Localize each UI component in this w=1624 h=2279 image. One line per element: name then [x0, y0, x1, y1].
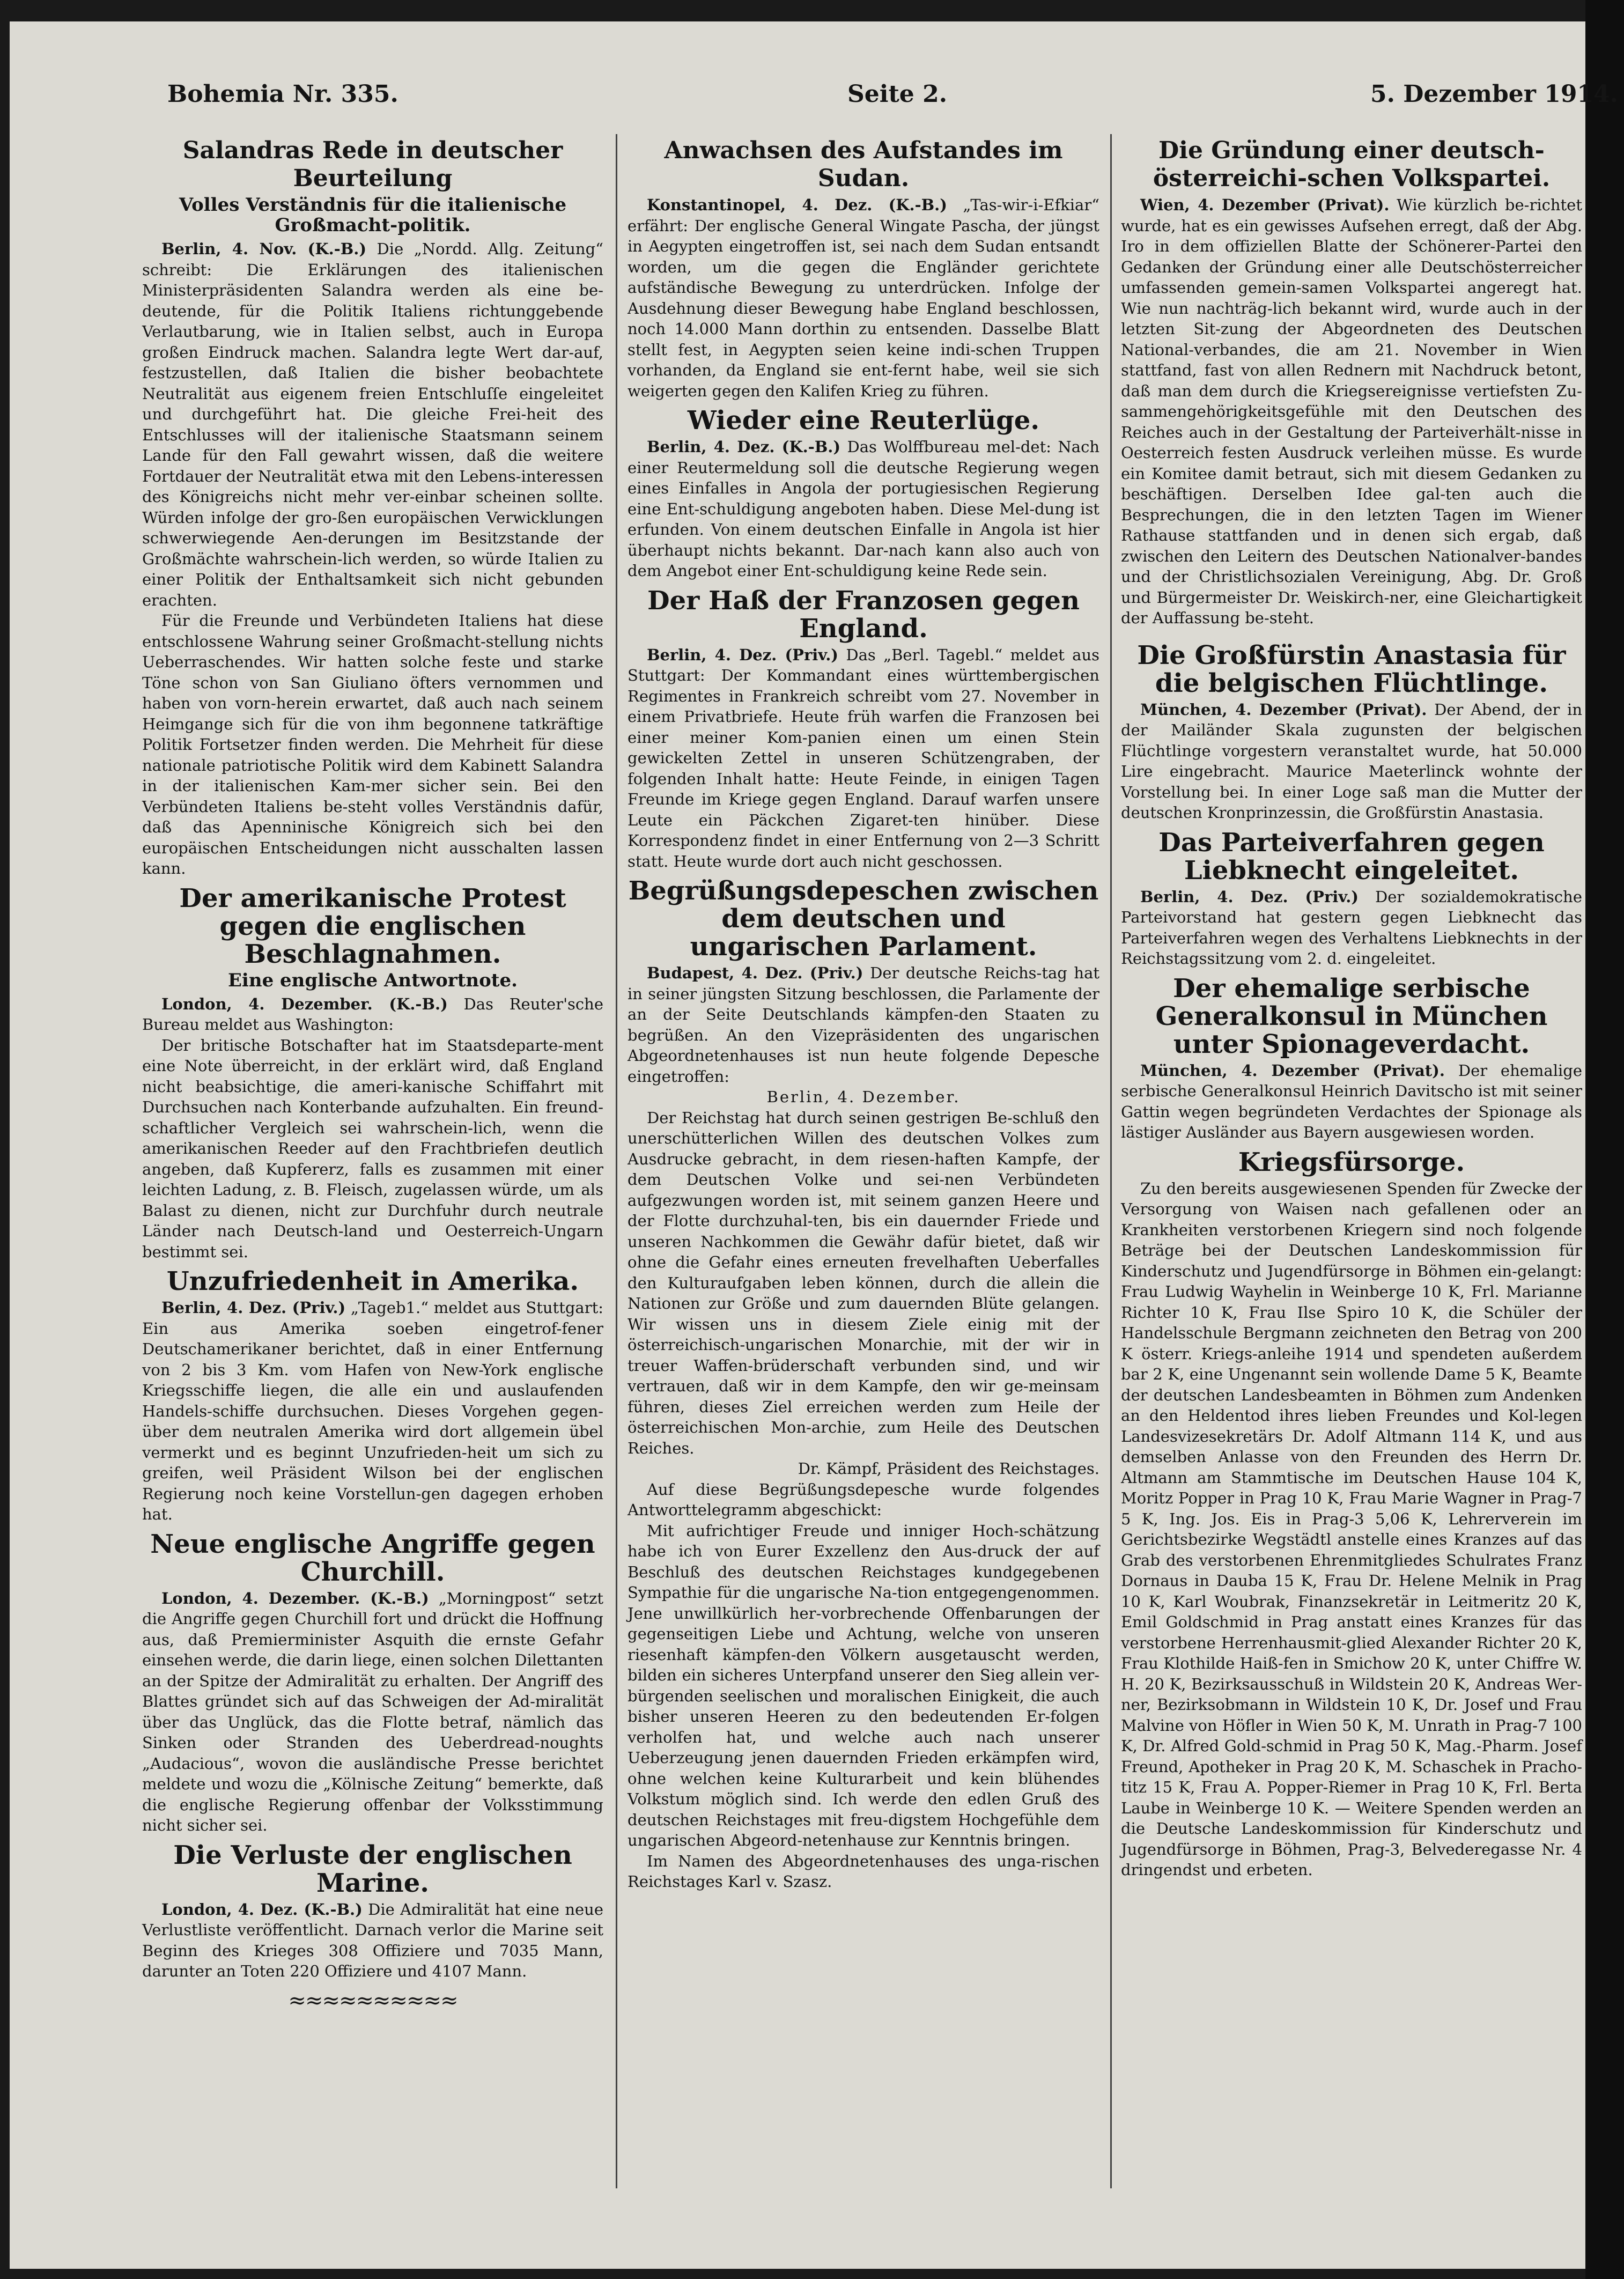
dateline: London, 4. Dezember. (K.-B.) — [161, 994, 448, 1013]
article-title: Begrüßungsdepeschen zwischen dem deutschen und ungarischen Parlament. — [628, 876, 1099, 962]
dateline: Wien, 4. Dezember (Privat). — [1140, 196, 1390, 214]
masthead-paper: Bohemia Nr. 335. — [167, 80, 398, 108]
dateline: Konstantinopel, 4. Dez. (K.-B.) — [647, 196, 947, 214]
telegram-signature: Dr. Kämpf, Präsident des Reichstages. — [798, 1459, 1099, 1478]
telegram-body: Mit aufrichtiger Freude und inniger Hoch-schätzung habe ich von Eurer Exzellenz den Aus-druck der auf Beschluß des deutschen Reichstages kundgegebenen Sympathie für die ungarische Na-tion entgegengenommen. Jene unwillkürlich her-vorbrechende Offenbarungen der gegenseitigen Liebe und Achtung, welche von unseren riesenhaft kämpfen-den Völkern ausgetauscht werden, bilden ein sicheres Unterpfand unserer den Sieg allein ver-bürgenden seelischen und moralischen Einigkeit, die auch bisher unseren Heeren zu den bedeutenden Er-folgen verholfen hat, und welche auch nach unserer Ueberzeugung jenen dauernden Frieden erkämpfen wird, ohne welchen keine Kulturarbeit und kein blühendes Volkstum möglich sind. Ich werde den edlen Gruß des deutschen Reichstages mit freu-digstem Hochgefühle dem ungarischen Abgeord-netenhause zur Kenntnis bringen. — [628, 1521, 1099, 1849]
dateline: München, 4. Dezember (Privat). — [1140, 700, 1427, 719]
article-body: Zu den bereits ausgewiesenen Spenden für Zwecke der Versorgung von Waisen nach gefallenen oder an Krankheiten verstorbenen Kriegern sind noch folgende Beträge bei der Deutschen Landeskommission für Kinderschutz und Jugendfürsorge in Böhmen ein-gelangt: Frau Ludwig Wayhelin in Weinberge 10 K, Frl. Marianne Richter 10 K, Frau Ilse Spiro 10 K, die Schüler der Handelsschule Bergmann zeichneten den Betrag von 200 K österr. Kriegs-anleihe 1914 und spendeten außerdem bar 2 K, eine Ungenannt sein wollende Dame 5 K, Beamte der deutschen Landesbeamten in Böhmen zum Andenken an den Heldentod ihres lieben Freundes und Kol-legen Landesvizesekretärs Dr. Adolf Altmann 114 K, und aus demselben Anlasse von den Freunden des Herrn Dr. Altmann am Stammtische im Deutschen Hause 104 K, Moritz Popper in Prag 10 K, Frau Marie Wagner in Prag-7 5 K, Ing. Jos. Eis in Prag-3 5,06 K, Lehrerverein im Gerichtsbezirke Wegstädtl anstelle eines Kranzes auf das Grab des verstorbenen Ehrenmitgliedes Schulrates Franz Dornaus in Dauba 15 K, Frau Dr. Helene Melnik in Prag 10 K, Karl Woubrak, Finanzsekretär in Leitmeritz 20 K, Emil Goldschmid in Prag anstatt eines Kranzes für das verstorbene Herrenhausmit-glied Alexander Richter 20 K, Frau Klothilde Haiß-fen in Smichow 20 K, unter Chiffre W. H. 20 K, Bezirksausschuß in Wildstein 20 K, Andreas Wer-ner, Bezirksobmann in Wildstein 10 K, Dr. Josef und Frau Malvine von Höfler in Wien 50 K, M. Unrath in Prag-7 100 K, Dr. Alfred Gold-schmid in Prag 50 K, Mag.-Pharm. Josef Freund, Apotheker in Prag 20 K, M. Schaschek in Pracho-titz 15 K, Frau A. Popper-Riemer in Prag 10 K, Frl. Berta Laube in Weinberge 10 K. — Weitere Spenden werden an die Deutsche Landeskommission für Kinderschutz und Jugendfürsorge in Böhmen, Prag-3, Belvederegasse Nr. 4 dringendst und erbeten. — [1121, 1179, 1582, 1879]
dateline: Budapest, 4. Dez. (Priv.) — [647, 964, 863, 982]
dateline: Berlin, 4. Nov. (K.-B.) — [161, 240, 367, 258]
dateline: Berlin, 4. Dez. (K.-B.) — [647, 438, 841, 456]
article-title: Die Verluste der englischen Marine. — [173, 1840, 572, 1898]
masthead — [0, 80, 1624, 118]
article-body: München, 4. Dezember (Privat). Der Abend, der in der Mailänder Skala zugunsten der belgischen Flüchtlinge vorgestern veranstaltet wurde, hat 50.000 Lire eingebracht. Maurice Maeterlinck wohnte der Vorstellung bei. In einer Loge saß man die Mutter der deutschen Kronprinzessin, die Großfürstin Anastasia. — [1121, 700, 1583, 822]
article-title: Die Gründung einer deutsch-österreichi-schen Volkspartei. — [1153, 137, 1551, 192]
article-body: Auf diese Begrüßungsdepesche wurde folgendes Antworttelegramm abgeschickt: — [628, 1480, 1099, 1519]
article-title: Die Großfürstin Anastasia für die belgischen Flüchtlinge. — [1137, 640, 1566, 698]
telegram-signature: Im Namen des Abgeordnetenhauses des unga-rischen Reichstages Karl v. Szasz. — [628, 1852, 1099, 1891]
article-body: Berlin, 4. Dez. (Priv.) „Tageb1.“ meldet aus Stuttgart: Ein aus Amerika soeben eingetrof-fener Deutschamerikaner berichtet, daß in einer Entfernung von 2 bis 3 Km. vom Hafen von New-York englische Kriegsschiffe liegen, die alle ein und auslaufenden Handels-schiffe durchsuchen. Dieses Vorgehen gegen-über dem neutralen Amerika wird dort allgemein übel vermerkt und es beginnt Unzufrieden-heit um sich zu greifen, weil Präsident Wilson bei der englischen Regierung noch keine Vorstellun-gen dagegen erhoben hat. — [142, 1299, 603, 1523]
dateline: München, 4. Dezember (Privat). — [1140, 1061, 1445, 1080]
article-title: Wieder eine Reuterlüge. — [687, 405, 1040, 436]
article-subtitle: Volles Verständnis für die italienische Großmacht-politik. — [179, 194, 567, 236]
article-body: London, 4. Dezember. (K.-B.) Das Reuter'sche Bureau meldet aus Washington: — [142, 994, 604, 1034]
telegram-place: Berlin, 4. Dezember. — [766, 1088, 961, 1106]
dateline: London, 4. Dezember. (K.-B.) — [161, 1589, 429, 1607]
article-title: Der ehemalige serbische Generalkonsul in München unter Spionageverdacht. — [1155, 973, 1548, 1059]
article-body: Budapest, 4. Dez. (Priv.) Der deutsche Reichs-tag hat in seiner jüngsten Sitzung beschlossen, die Parlamente der an der Seite Deutschlands kämpfen-den Staaten zu begrüßen. An den Vizepräsidenten des ungarischen Abgeordnetenhauses ist nun heute folgende Depesche eingetroffen: — [628, 964, 1100, 1086]
dateline: Berlin, 4. Dez. (Priv.) — [161, 1299, 346, 1317]
dateline: Berlin, 4. Dez. (Priv.) — [1140, 887, 1359, 906]
article-title: Salandras Rede in deutscher Beurteilung — [182, 137, 563, 192]
column-1 — [142, 131, 603, 2014]
article-title: Der Haß der Franzosen gegen England. — [647, 585, 1080, 644]
article-title: Unzufriedenheit in Amerika. — [166, 1266, 579, 1296]
article-body: München, 4. Dezember (Privat). Der ehemalige serbische Generalkonsul Heinrich Davitscho ist mit seiner Gattin wegen begründeten Verdachtes der Spionage als lästiger Ausländer aus Bayern ausgewiesen worden. — [1121, 1061, 1582, 1141]
article-title: Das Parteiverfahren gegen Liebknecht eingeleitet. — [1158, 827, 1545, 886]
article-body: Konstantinopel, 4. Dez. (K.-B.) „Tas-wir-i-Efkiar“ erfährt: Der englische General Wingate Pascha, der jüngst in Aegypten eingetroffen ist, sei nach dem Sudan entsandt worden, um die gegen die Engländer gerichtete aufständische Bewegung zu unterdrücken. Infolge der Ausdehnung dieser Bewegung habe England beschlossen, noch 14.000 Mann dorthin zu entsenden. Dasselbe Blatt stellt fest, in Aegypten seien keine indi-schen Truppen vorhanden, da England sie ent-fernt habe, weil sie sich weigerten gegen den Kalifen Krieg zu führen. — [628, 196, 1100, 400]
column-rule — [1110, 134, 1112, 2188]
article-subtitle: Eine englische Antwortnote. — [228, 969, 518, 991]
column-rule — [616, 134, 617, 2188]
article-body: Wien, 4. Dezember (Privat). Wie kürzlich be-richtet wurde, hat es ein gewisses Aufsehen erregt, daß der Abg. Iro in dem offiziellen Blatte der Schönerer-Partei den Gedanken der Gründung einer alle Deutschösterreicher umfassenden gemein-samen Volkspartei angeregt hat. Wie nun nachträg-lich bekannt wird, wurde auch in der letzten Sit-zung der Abgeordneten des Deutschen National-verbandes, die am 21. November in Wien stattfand, fast von allen Rednern mit Nachdruck betont, daß man dem durch die Kriegsereignisse vertiefsten Zu-sammengehörigkeitsgefühle mit den Deutschen des Reiches auch in der Gestaltung der Parteiverhält-nisse in Oesterreich festen Ausdruck verleihen müsse. Es wurde ein Komitee damit betraut, sich mit diesem Gedanken zu beschäftigen. Derselben Idee gal-ten auch die Besprechungen, die in den letzten Tagen im Wiener Rathause stattfanden und in denen sich ergab, daß zwischen den Leitern des Deutschen Nationalver-bandes und der Christlichsozialen Vereinigung, Abg. Dr. Groß und Bürgermeister Dr. Weiskirch-ner, eine Gleichartigkeit der Auffassung be-steht. — [1121, 196, 1582, 627]
article-title: Der amerikanische Protest gegen die englischen Beschlagnahmen. — [179, 883, 566, 969]
telegram-body: Der Reichstag hat durch seinen gestrigen Be-schluß den unerschütterlichen Willen des deutschen Volkes zum Ausdrucke gebracht, in dem riesen-haften Kampfe, der dem Deutschen Volke und sei-nen Verbündeten aufgezwungen worden ist, mit seinem ganzen Heere und der Flotte durchzuhal-ten, bis ein dauernder Friede und unseren Nachkommen die Gewähr dafür bietet, daß wir ohne die Gefahr eines erneuten frevelhaften Ueberfalles den Kulturaufgaben leben können, durch die allein die Nationen zur Größe und zum dauernden Blüte gelangen. Wir wissen uns in diesem Ziele einig mit der österreichisch-ungarischen Monarchie, mit der wir in treuer Waffen-brüderschaft verbunden sind, und wir vertrauen, daß wir in dem Kampfe, den wir ge-meinsam führen, dieses Ziel erreichen werden zum Heile der österreichischen Mon-archie, zum Heile des Deutschen Reiches. — [628, 1108, 1099, 1457]
article-body: Berlin, 4. Dez. (Priv.) Der sozialdemokratische Parteivorstand hat gestern gegen Liebknecht das Parteiverfahren wegen des Verhaltens Liebknechts in der Reichstagssitzung vom 2. d. eingeleitet. — [1121, 887, 1582, 968]
article-body: Berlin, 4. Dez. (Priv.) Das „Berl. Tagebl.“ meldet aus Stuttgart: Der Kommandant eines württembergischen Regimentes in Frankreich schreibt vom 27. November in einem Privatbriefe. Heute früh warfen die Franzosen bei einer meiner Kom-panien einen um einen Stein gewickelten Zettel in unseren Schützengraben, der folgenden Inhalt hatte: Heute Feinde, in einigen Tagen Freunde im Kriege gegen England. Darauf warfen unsere Leute ein Päckchen Zigaret-ten hinüber. Diese Korrespondenz findet in einer Entfernung von 2—3 Schritt statt. Heute wurde dort auch nicht geschossen. — [628, 645, 1099, 871]
article-body: Berlin, 4. Nov. (K.-B.) Die „Nordd. Allg. Zeitung“ schreibt: Die Erklärungen des italienischen Ministerpräsidenten Salandra werden als eine be-deutende, für die Politik Italiens richtunggebende Verlautbarung, wie in Italien selbst, auch in Europa großen Eindruck machen. Salandra legte Wert dar-auf, festzustellen, daß Italien die bisher beobachtete Neutralität aus eigenem freien Entschluſſe eingeleitet und durchgeführt hat. Die gleiche Frei-heit des Entschlusses will der italienische Staatsmann seinem Lande für den Fall gewahrt wissen, daß die weitere Fortdauer der Neutralität etwa mit den Lebens-interessen des Königreichs nicht mehr ver-einbar scheinen sollte. Würden infolge der gro-ßen europäischen Verwicklungen schwerwiegende Aen-derungen im Besitzstande der Großmächte wahrschein-lich werden, so würde Italien zu einer Politik der Enthaltsamkeit sich nicht gebunden erachten. — [142, 240, 603, 609]
masthead-date: 5. Dezember 1914. — [1370, 80, 1618, 108]
article-title: Anwachsen des Aufstandes im Sudan. — [664, 137, 1063, 192]
end-ornament: ≈≈≈≈≈≈≈≈≈≈ — [288, 1988, 457, 2013]
article-title: Kriegsfürsorge. — [1238, 1147, 1465, 1177]
article-body: Für die Freunde und Verbündeten Italiens hat diese entschlossene Wahrung seiner Großmacht-stellung nichts Ueberraschendes. Wir hatten solche feste und starke Töne schon von San Giuliano öfters vernommen und haben von vorn-herein erwartet, daß auch nach seinem Heimgange sich für die von ihm begonnene tatkräftige Politik Fortsetzer finden werden. Die Mehrheit für diese nationale patriotische Politik wird dem Kabinett Salandra in der italienischen Kam-mer sicher sein. Bei den Verbündeten Italiens be-steht volles Verständnis dafür, daß das Apenninische Königreich sich bei den europäischen Entscheidungen nicht ausschalten lassen kann. — [142, 611, 603, 877]
article-body: Der britische Botschafter hat im Staatsdeparte-ment eine Note überreicht, in der erklärt wird, daß England nicht beabsichtige, die ameri-kanische Schiffahrt mit Durchsuchen nach Konterbande aufzuhalten. Ein freund-schaftlicher Vergleich sei wahrschein-lich, wenn die amerikanischen Reeder auf den Frachtbriefen deutlich angeben, daß Kupfererz, falls es zusammen mit einer leichten Ladung, z. B. Fleisch, zugelassen würde, um als Balast zu dienen, nicht zur Durchfuhr durch neutrale Länder nach Deutsch-land und Oesterreich-Ungarn bestimmt sei. — [142, 1036, 603, 1261]
column-2 — [628, 131, 1099, 1892]
masthead-page: Seite 2. — [847, 80, 948, 108]
dateline: London, 4. Dez. (K.-B.) — [161, 1900, 363, 1919]
article-body: London, 4. Dezember. (K.-B.) „Morningpost“ setzt die Angriffe gegen Churchill fort und drückt die Hoffnung aus, daß Premierminister Asquith die ernste Gefahr einsehen werde, die darin liege, einen solchen Dilettanten an der Spitze der Admiralität zu erhalten. Der Angriff des Blattes gründet sich auf das Schweigen der Ad-miralität über das Unglück, das die Flotte betraf, nämlich das Sinken oder Stranden des Ueberdread-noughts „Audacious“, wovon die ausländische Presse berichtet meldete und wozu die „Kölnische Zeitung“ bemerkte, daß die englische Regierung offenbar der Volksstimmung nicht sicher sei. — [142, 1589, 604, 1834]
scan-edge — [1585, 0, 1624, 2279]
article-body: London, 4. Dez. (K.-B.) Die Admiralität hat eine neue Verlustliste veröffentlicht. Darnach verlor die Marine seit Beginn des Krieges 308 Offiziere und 7035 Mann, darunter an Toten 220 Offiziere und 4107 Mann. — [142, 1900, 604, 1980]
dateline: Berlin, 4. Dez. (Priv.) — [647, 645, 839, 664]
article-title: Neue englische Angriffe gegen Churchill. — [150, 1529, 595, 1587]
article-body: Berlin, 4. Dez. (K.-B.) Das Wolffbureau mel-det: Nach einer Reutermeldung soll die deutsche Regierung wegen eines Einfalles in Angola der portugiesischen Regierung eine Ent-schuldigung angeboten haben. Diese Mel-dung ist erfunden. Von einem deutschen Einfalle in Angola ist hier überhaupt nichts bekannt. Dar-nach kann also auch von dem Angebot einer Ent-schuldigung keine Rede sein. — [628, 438, 1100, 580]
column-3 — [1121, 131, 1582, 1880]
